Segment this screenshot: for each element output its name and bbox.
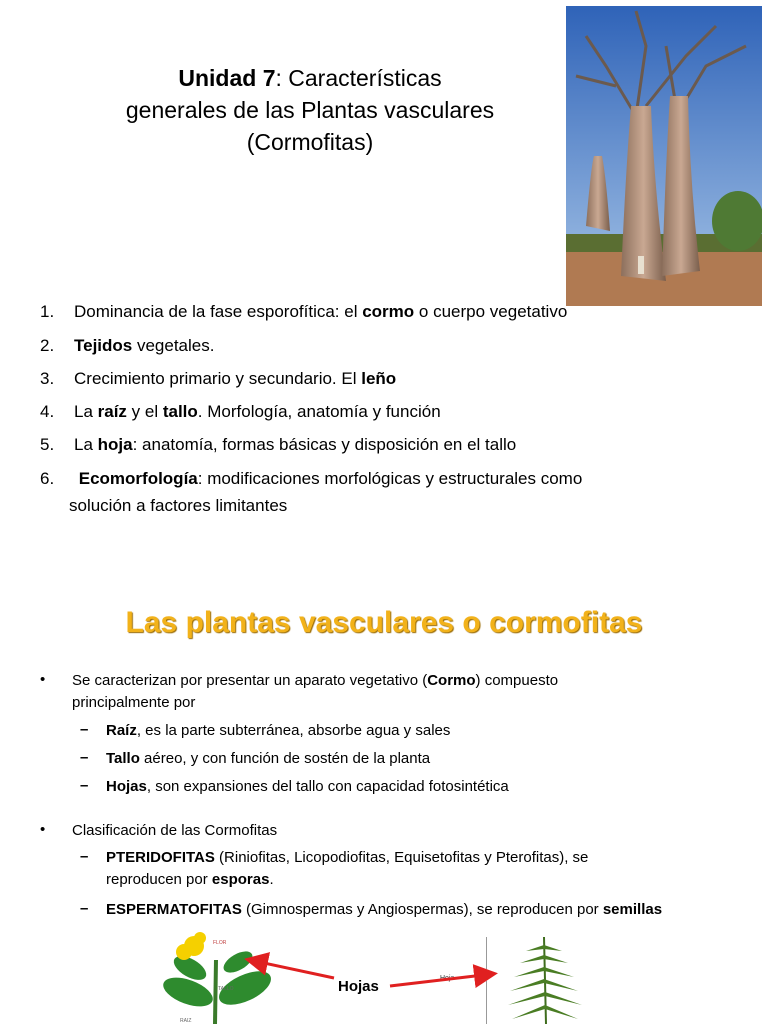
item-text: . Morfología, anatomía y función xyxy=(197,402,441,421)
list-item xyxy=(40,302,567,322)
sub-item xyxy=(106,720,450,742)
bullet-text-part: Se caracterizan por presentar un aparato vegetativo ( xyxy=(72,672,428,689)
flor-label: FLOR xyxy=(213,940,227,946)
item-bold: tallo xyxy=(162,402,198,421)
sub-item-bold: PTERIDOFITAS xyxy=(106,849,215,866)
sub-item-text: , es la parte subterránea, absorbe agua y sales xyxy=(136,722,451,739)
item-text: : modificaciones morfológicas y estructurales como xyxy=(197,469,583,488)
title-part2: generales de las Plantas vasculares xyxy=(125,97,495,123)
sub-item-bold: esporas xyxy=(211,871,270,888)
item-text: La xyxy=(74,402,98,421)
sub-item-bold: Tallo xyxy=(106,750,140,767)
bullet-text: Clasificación de las Cormofitas xyxy=(72,822,278,839)
raiz-label: RAIZ xyxy=(180,1018,192,1024)
sub-item-bold: Hojas xyxy=(106,778,147,795)
item-text: Crecimiento primario y secundario. El xyxy=(74,369,362,388)
sub-item-bold: ESPERMATOFITAS xyxy=(106,901,242,918)
item-number: 5. xyxy=(40,435,55,454)
section-title: Las plantas vasculares o cormofitas xyxy=(125,606,643,639)
item-number: 2. xyxy=(40,336,55,355)
item-number: 6. xyxy=(40,469,55,488)
item-number: 4. xyxy=(40,402,55,421)
sub-item xyxy=(106,776,509,798)
sub-item-text: (Gimnospermas y Angiospermas), se reproducen por xyxy=(241,901,603,918)
dash-marker: – xyxy=(80,848,89,865)
sub-item-text: reproducen por xyxy=(106,871,212,888)
sub-item-text: . xyxy=(269,871,274,888)
item-text: : anatomía, formas básicas y disposición en el tallo xyxy=(132,435,517,454)
title-unit: Unidad 7 xyxy=(178,65,276,91)
dash-marker: – xyxy=(80,900,89,917)
sub-item-text: , son expansiones del tallo con capacidad fotosintética xyxy=(146,778,509,795)
item-bold: hoja xyxy=(97,435,133,454)
item-bold: Ecomorfología xyxy=(78,469,198,488)
sub-item-text: (Riniofitas, Licopodiofitas, Equisetofitas y Pterofitas), se xyxy=(214,849,589,866)
item-text: o cuerpo vegetativo xyxy=(414,302,568,321)
bullet-marker: • xyxy=(40,671,46,688)
bullet-bold: Cormo xyxy=(427,672,476,689)
list-item xyxy=(40,435,516,455)
sub-item xyxy=(106,748,430,770)
sub-item-bold: Raíz xyxy=(106,722,137,739)
list-item xyxy=(40,402,441,422)
item-bold: leño xyxy=(361,369,397,388)
item-text: y el xyxy=(126,402,163,421)
sub-item xyxy=(106,899,662,921)
bullet-text-part: principalmente por xyxy=(72,694,196,711)
item-bold: raíz xyxy=(97,402,127,421)
list-item xyxy=(40,469,582,489)
list-item xyxy=(40,336,214,356)
hojas-label: Hojas xyxy=(338,978,379,995)
bullet-marker: • xyxy=(40,821,46,838)
item-text: vegetales. xyxy=(132,336,215,355)
sub-item xyxy=(106,847,588,891)
dash-marker: – xyxy=(80,749,89,766)
item-text: La xyxy=(74,435,98,454)
sub-item-bold: semillas xyxy=(602,901,663,918)
sub-item-text: aéreo, y con función de sostén de la planta xyxy=(139,750,431,767)
item-text: Dominancia de la fase esporofítica: el xyxy=(74,302,363,321)
dash-marker: – xyxy=(80,777,89,794)
slide-title xyxy=(60,62,560,158)
bullet-text xyxy=(72,670,558,714)
list-item xyxy=(40,369,396,389)
item-bold: cormo xyxy=(362,302,415,321)
title-part3: (Cormofitas) xyxy=(246,129,374,155)
item-bold: Tejidos xyxy=(74,336,133,355)
list-item-continuation: solución a factores limitantes xyxy=(69,496,288,515)
dash-marker: – xyxy=(80,721,89,738)
tallo-label: TALLO xyxy=(218,986,234,992)
baobab-photo xyxy=(566,6,762,306)
title-part1: : Características xyxy=(275,65,442,91)
item-number: 3. xyxy=(40,369,55,388)
arrows xyxy=(240,950,540,1010)
item-number: 1. xyxy=(40,302,55,321)
bullet-text-part: ) compuesto xyxy=(475,672,559,689)
